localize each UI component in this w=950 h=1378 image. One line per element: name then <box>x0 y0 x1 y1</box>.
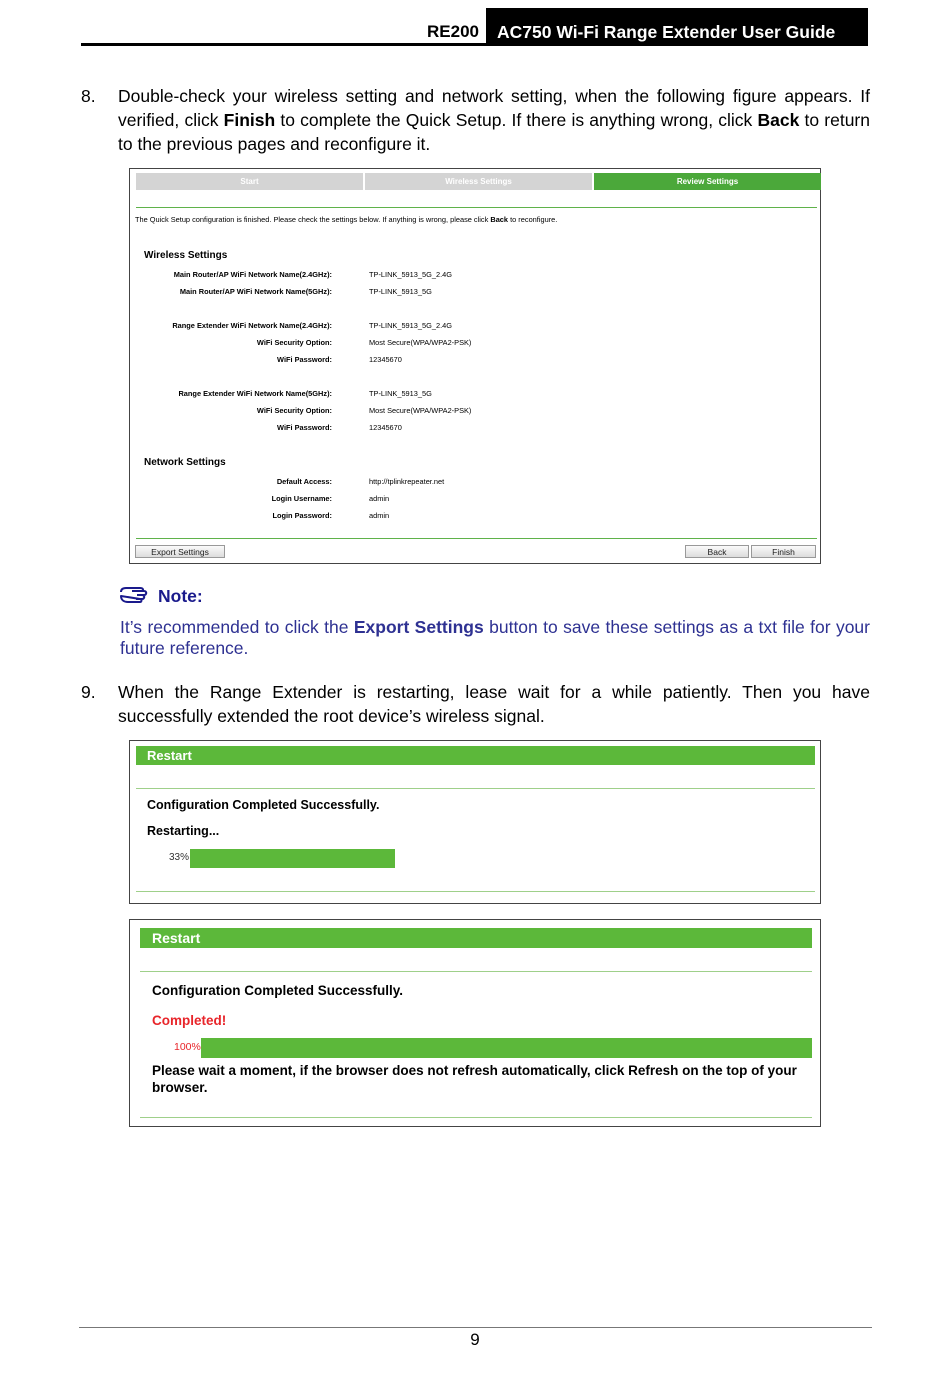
note-title: Note: <box>158 586 203 606</box>
row-label: Main Router/AP WiFi Network Name(5GHz): <box>179 287 332 296</box>
row-value: http://tplinkrepeater.net <box>369 477 445 486</box>
footer-rule <box>79 1327 872 1328</box>
page-number: 9 <box>470 1330 480 1349</box>
progress-track <box>190 849 810 868</box>
header-title: AC750 Wi-Fi Range Extender User Guide <box>497 22 836 42</box>
note-text: It’s recommended to click the Export Settings button to save these settings as a txt file for your future reference. <box>120 617 870 658</box>
export-settings-button[interactable]: Export Settings <box>135 545 225 558</box>
review-settings-screenshot <box>129 168 821 564</box>
tab-start[interactable]: Start <box>136 173 365 190</box>
row-value: TP-LINK_5913_5G_2.4G <box>369 270 452 279</box>
progress-bar-fill <box>190 849 395 868</box>
step-8-text: Double-check your wireless setting and network setting, when the following figure appears. If verified, click Finish to complete the Quick Setup. If there is anything wrong, click Back to return to the previous pages and reconfigure it. <box>118 86 870 154</box>
row-label: WiFi Password: <box>277 423 332 432</box>
progress-percent: 33% <box>169 852 190 863</box>
setup-tabs <box>136 173 822 190</box>
divider <box>140 1117 812 1118</box>
completed-text: Completed! <box>152 1013 227 1028</box>
row-label: WiFi Security Option: <box>256 406 332 415</box>
row-label: Default Access: <box>276 477 332 486</box>
row-value: Most Secure(WPA/WPA2-PSK) <box>369 338 472 347</box>
row-value: 12345670 <box>369 423 402 432</box>
divider <box>136 891 815 892</box>
divider <box>140 971 812 972</box>
wireless-settings-heading: Wireless Settings <box>144 250 228 261</box>
tab-review-settings[interactable]: Review Settings <box>594 173 821 190</box>
row-label: Login Username: <box>271 494 332 503</box>
progress-track <box>201 1038 812 1058</box>
restart-screenshot-1 <box>129 740 821 904</box>
restart-title-bar <box>140 928 812 948</box>
row-value: TP-LINK_5913_5G_2.4G <box>369 321 452 330</box>
pointing-hand-icon <box>120 584 150 604</box>
top-divider <box>136 207 817 208</box>
step-9-text: When the Range Extender is restarting, lease wait for a while patiently. Then you have successfully extended the root device’s wireless signal. <box>118 682 870 726</box>
review-intro: The Quick Setup configuration is finished. Please check the settings below. If anything is wrong, please click Back to reconfigure. <box>135 215 558 224</box>
step-9-number: 9. <box>81 682 96 702</box>
finish-button[interactable]: Finish <box>751 545 816 558</box>
config-completed-text: Configuration Completed Successfully. <box>152 983 404 998</box>
row-label: WiFi Password: <box>277 355 332 364</box>
row-label: Range Extender WiFi Network Name(2.4GHz): <box>172 321 332 330</box>
refresh-message: Please wait a moment, if the browser does not refresh automatically, click Refresh on the top of your browser. <box>152 1063 797 1095</box>
restarting-text: Restarting... <box>147 824 220 838</box>
restart-screenshot-2 <box>129 919 821 1127</box>
step-8-number: 8. <box>81 86 96 106</box>
divider <box>136 788 815 789</box>
header-model: RE200 <box>427 22 479 41</box>
restart-title-bar <box>136 746 815 765</box>
progress-percent: 100% <box>174 1041 201 1053</box>
row-label: Range Extender WiFi Network Name(5GHz): <box>178 389 332 398</box>
row-label: WiFi Security Option: <box>256 338 332 347</box>
row-value: Most Secure(WPA/WPA2-PSK) <box>369 406 472 415</box>
row-value: TP-LINK_5913_5G <box>369 389 432 398</box>
tab-wireless-settings[interactable]: Wireless Settings <box>365 173 594 190</box>
progress-bar-fill <box>201 1038 812 1058</box>
row-value: 12345670 <box>369 355 402 364</box>
back-button[interactable]: Back <box>685 545 749 558</box>
restart-title: Restart <box>147 748 192 763</box>
row-value: admin <box>369 511 390 520</box>
row-value: admin <box>369 494 390 503</box>
row-label: Login Password: <box>272 511 332 520</box>
row-value: TP-LINK_5913_5G <box>369 287 432 296</box>
bottom-divider <box>136 538 817 539</box>
row-label: Main Router/AP WiFi Network Name(2.4GHz): <box>173 270 332 279</box>
restart-title: Restart <box>152 930 201 946</box>
network-settings-heading: Network Settings <box>144 457 226 468</box>
config-completed-text: Configuration Completed Successfully. <box>147 798 380 812</box>
